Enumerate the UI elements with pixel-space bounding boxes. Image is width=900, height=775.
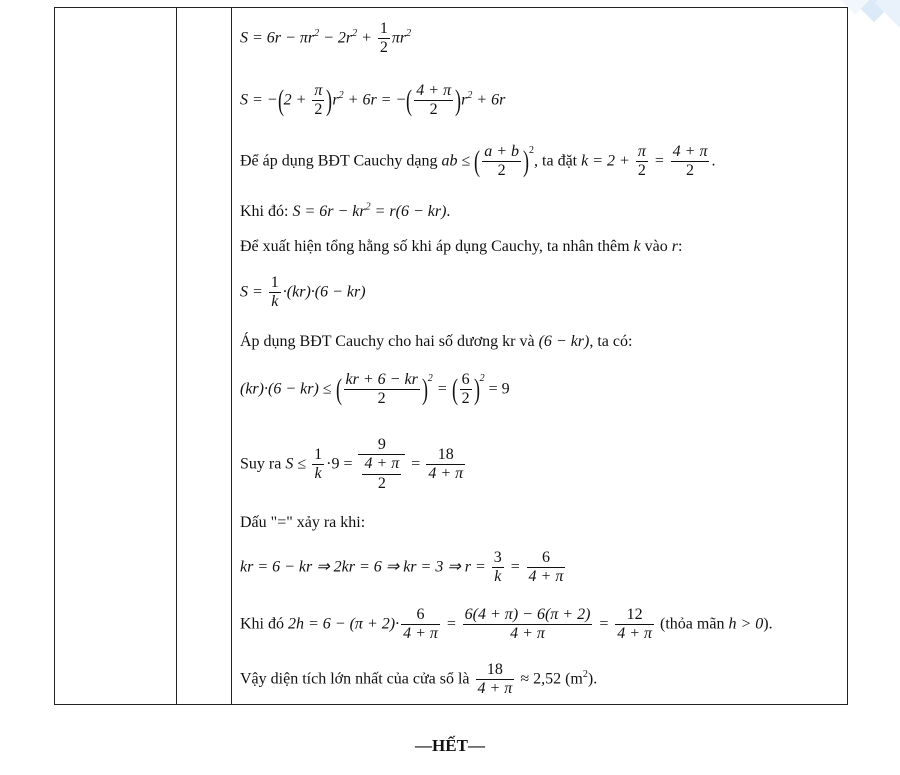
fraction-numerator: 6 [401,606,440,625]
fraction-numerator: kr + 6 − kr [344,371,420,390]
conclusion-line [240,661,597,699]
math-text: ≈ 2,52 (m [516,670,583,688]
body-text: : [678,238,683,255]
body-text: . [593,670,598,688]
math-text: r [332,91,339,109]
end-of-document-mark: —HẾT— [415,736,485,755]
exponent: 2 [338,90,344,102]
fraction [671,143,710,181]
right-paren: ) [455,83,462,117]
equality-condition-label [240,515,365,531]
fraction-denominator [358,455,405,493]
fraction-denominator: k [271,293,279,311]
body-text: . [711,152,716,170]
math-text: πr [391,29,407,47]
fraction [312,446,324,484]
math-text: k = 2 + [581,152,634,170]
fraction-denominator: 2 [429,101,438,119]
fraction-numerator: π [636,143,648,162]
fraction-numerator: 1 [269,274,281,293]
fraction-numerator: 6(4 + π) − 6(π + 2) [463,606,593,625]
nested-fraction [358,436,405,493]
fraction-denominator: k [314,465,322,483]
right-paren: ) [473,372,480,406]
math-text: kr = 6 − kr ⇒ 2kr = 6 ⇒ kr = 3 ⇒ r = [240,558,490,576]
fraction-numerator: 4 + π [362,455,401,474]
column-divider [176,8,177,704]
cauchy-setup-line [240,143,715,181]
math-text: ·(kr)·(6 − kr) [282,283,366,301]
math-text: = [407,455,425,473]
fraction [401,606,440,644]
math-text: r [461,91,468,109]
fraction-numerator: 18 [426,446,465,465]
fraction-numerator: 1 [312,446,324,465]
math-text: = 9 [484,380,510,398]
left-paren: ( [406,83,413,117]
math-text: = [594,615,614,633]
math-text: (6 − kr) [538,333,590,350]
fraction [414,82,453,120]
math-text: S ≤ [285,455,311,473]
equation-area-factored [240,82,505,120]
body-text: , ta đặt [534,152,582,170]
fraction [615,606,654,644]
math-text: − 2r [319,29,353,47]
fraction-denominator: 2 [377,474,386,492]
fraction [463,606,593,644]
exponent: 2 [365,201,371,213]
math-text: ) [587,670,594,688]
multiply-k-line [240,239,682,255]
math-text: r [671,238,678,255]
fraction-denominator: k [494,568,502,586]
exponent: 2 [479,373,485,385]
fraction [269,274,281,312]
math-text: = [505,558,525,576]
math-text: = [441,615,461,633]
fraction-denominator: 2 [461,390,470,408]
body-text: Khi đó: [240,203,293,220]
math-text: ·9 = [326,455,357,473]
math-text: = [432,380,452,398]
exponent: 2 [352,28,358,40]
fraction-denominator: 4 + π [617,625,653,643]
math-text: (kr)·(6 − kr) ≤ [240,380,336,398]
fraction-numerator: 6 [527,549,566,568]
fraction [362,455,401,493]
math-text: + 6r [472,91,506,109]
fraction-denominator: 4 + π [510,625,545,643]
fraction [492,549,504,587]
exponent: 2 [406,28,412,40]
math-text: S = 6r − πr [240,29,315,47]
equation-area-expanded [240,20,411,58]
solution-table [54,7,848,705]
fraction [636,143,648,181]
fraction-denominator: 4 + π [528,568,564,586]
math-text: = [649,152,669,170]
fraction [527,549,566,587]
left-paren: ( [277,83,284,117]
math-text: S = − [240,91,278,109]
left-paren: ( [451,372,458,406]
fraction [312,82,324,120]
body-text: Áp dụng BĐT Cauchy cho hai số dương kr và [240,333,539,350]
math-text: = r(6 − kr) [370,203,447,220]
fraction-denominator: 4 + π [428,465,464,483]
fraction [426,446,465,484]
equation-s-rewritten [240,274,366,312]
math-text: + [357,29,376,47]
math-text: + 6r = − [343,91,407,109]
fraction-denominator: 4 + π [477,680,513,698]
solution-cell [240,8,847,704]
body-text: Suy ra [240,455,286,473]
fraction-numerator: 3 [492,549,504,568]
left-paren: ( [335,372,342,406]
fraction [378,20,390,58]
exponent: 2 [427,373,433,385]
apply-cauchy-line [240,334,632,350]
fraction [460,371,472,409]
body-text: (thỏa mãn [656,615,729,633]
fraction [476,661,515,699]
fraction-denominator: 2 [686,162,695,180]
fraction-denominator: 2 [379,39,388,57]
math-text: h > 0 [728,615,764,633]
exponent: 2 [529,145,535,157]
fraction-numerator: 12 [615,606,654,625]
body-text: Dấu "=" xảy ra khi: [240,514,366,531]
fraction-numerator: 18 [476,661,515,680]
fraction-numerator: a + b [482,143,521,162]
body-text: ). [763,615,773,633]
right-paren: ) [523,144,530,178]
fraction-numerator: 1 [378,20,390,39]
solve-h-line [240,606,773,644]
body-text: vào [640,238,672,255]
body-text: Vậy diện tích lớn nhất của cửa sổ là [240,670,474,688]
fraction-numerator: 4 + π [414,82,453,101]
body-text: Để áp dụng BĐT Cauchy dạng [240,152,442,170]
fraction-numerator: 9 [358,436,405,455]
body-text: . [446,203,451,220]
exponent: 2 [582,669,588,681]
fraction-denominator: 2 [637,162,646,180]
fraction-numerator: 4 + π [671,143,710,162]
math-text: 2 + [283,91,311,109]
math-text: ab ≤ [441,152,475,170]
column-divider [231,8,232,704]
fraction-denominator: 2 [314,101,323,119]
body-text: , ta có: [589,333,633,350]
exponent: 2 [314,28,320,40]
fraction-denominator: 4 + π [403,625,438,643]
math-text: S = [240,283,267,301]
fraction [482,143,521,181]
substitution-line [240,201,451,220]
exponent: 2 [467,90,473,102]
upper-bound-line [240,436,467,493]
right-paren: ) [326,83,333,117]
fraction-denominator: 2 [377,390,386,408]
cauchy-inequality [240,371,510,409]
body-text: Khi đó [240,615,288,633]
left-paren: ( [474,144,481,178]
math-text: 2h = 6 − (π + 2)· [288,615,400,633]
solve-r-line [240,549,567,587]
fraction-numerator: π [312,82,324,101]
fraction-denominator: 2 [497,162,506,180]
math-text: S = 6r − kr [292,203,366,220]
math-text: k [633,238,641,255]
fraction-numerator: 6 [460,371,472,390]
body-text: Để xuất hiện tổng hằng số khi áp dụng Cauchy, ta nhân thêm [240,238,634,255]
right-paren: ) [421,372,428,406]
fraction [344,371,420,409]
